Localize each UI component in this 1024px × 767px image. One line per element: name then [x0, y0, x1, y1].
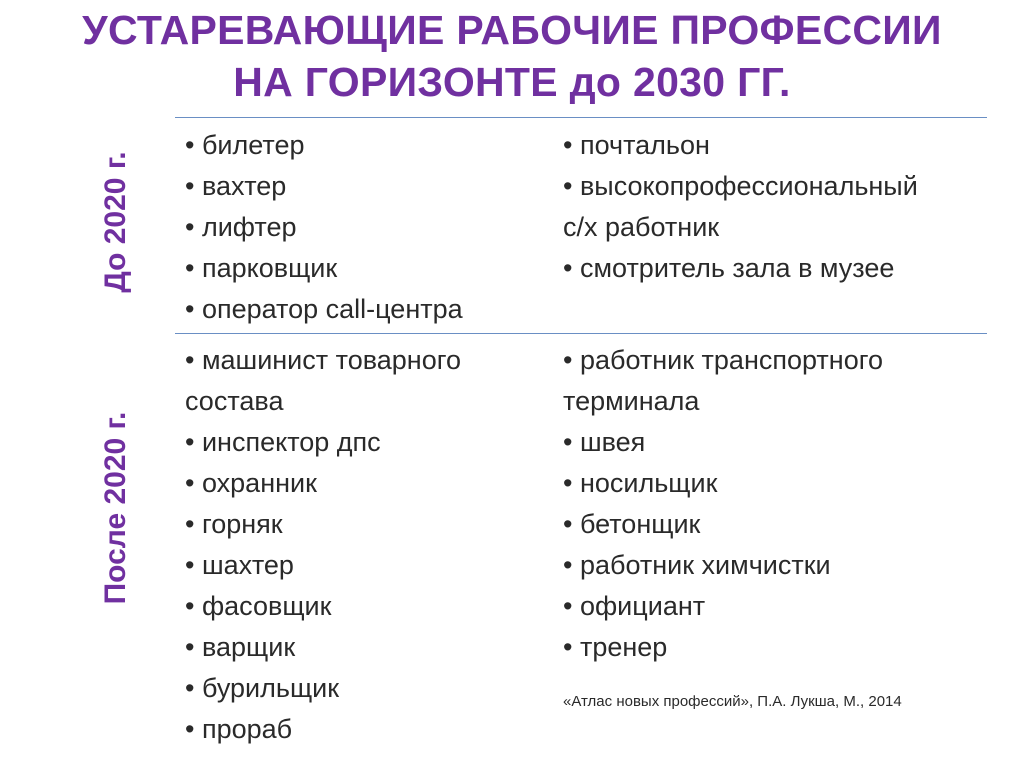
- slide-title-line-1: УСТАРЕВАЮЩИЕ РАБОЧИЕ ПРОФЕССИИ: [82, 7, 942, 53]
- section-label-after-text: После 2020 г.: [99, 411, 132, 605]
- profession-item: • бетонщик: [563, 509, 701, 539]
- profession-item: • билетер: [185, 130, 305, 160]
- after-right-list: [563, 340, 883, 668]
- slide-title-line-2: НА ГОРИЗОНТЕ до 2030 ГГ.: [233, 59, 791, 105]
- profession-item: • оператор call-центра: [185, 294, 463, 324]
- profession-item: • высокопрофессиональный: [563, 171, 918, 201]
- top-divider: [175, 117, 987, 118]
- profession-item: • охранник: [185, 468, 317, 498]
- profession-item: • варщик: [185, 632, 296, 662]
- middle-divider: [175, 333, 987, 334]
- profession-item: • почтальон: [563, 130, 710, 160]
- profession-item: • смотритель зала в музее: [563, 253, 895, 283]
- after-left-list: [185, 340, 461, 750]
- profession-item: • горняк: [185, 509, 283, 539]
- profession-item: • шахтер: [185, 550, 294, 580]
- profession-item: • тренер: [563, 632, 668, 662]
- profession-item: • инспектор дпс: [185, 427, 381, 457]
- slide-title: [0, 4, 1024, 108]
- section-label-before-text: До 2020 г.: [99, 151, 132, 293]
- profession-item: состава: [185, 386, 284, 416]
- profession-item: • носильщик: [563, 468, 718, 498]
- profession-item: • бурильщик: [185, 673, 340, 703]
- profession-item: • работник химчистки: [563, 550, 831, 580]
- profession-item: с/х работник: [563, 212, 720, 242]
- profession-item: • лифтер: [185, 212, 297, 242]
- source-citation: «Атлас новых профессий», П.А. Лукша, М., 2014: [563, 693, 902, 710]
- before-left-list: [185, 125, 463, 330]
- profession-item: • фасовщик: [185, 591, 332, 621]
- profession-item: • швея: [563, 427, 646, 457]
- profession-item: • машинист товарного: [185, 345, 461, 375]
- profession-item: • парковщик: [185, 253, 338, 283]
- before-right-list: [563, 125, 918, 289]
- profession-item: • работник транспортного: [563, 345, 883, 375]
- profession-item: • вахтер: [185, 171, 287, 201]
- profession-item: • прораб: [185, 714, 293, 744]
- profession-item: терминала: [563, 386, 700, 416]
- profession-item: • официант: [563, 591, 706, 621]
